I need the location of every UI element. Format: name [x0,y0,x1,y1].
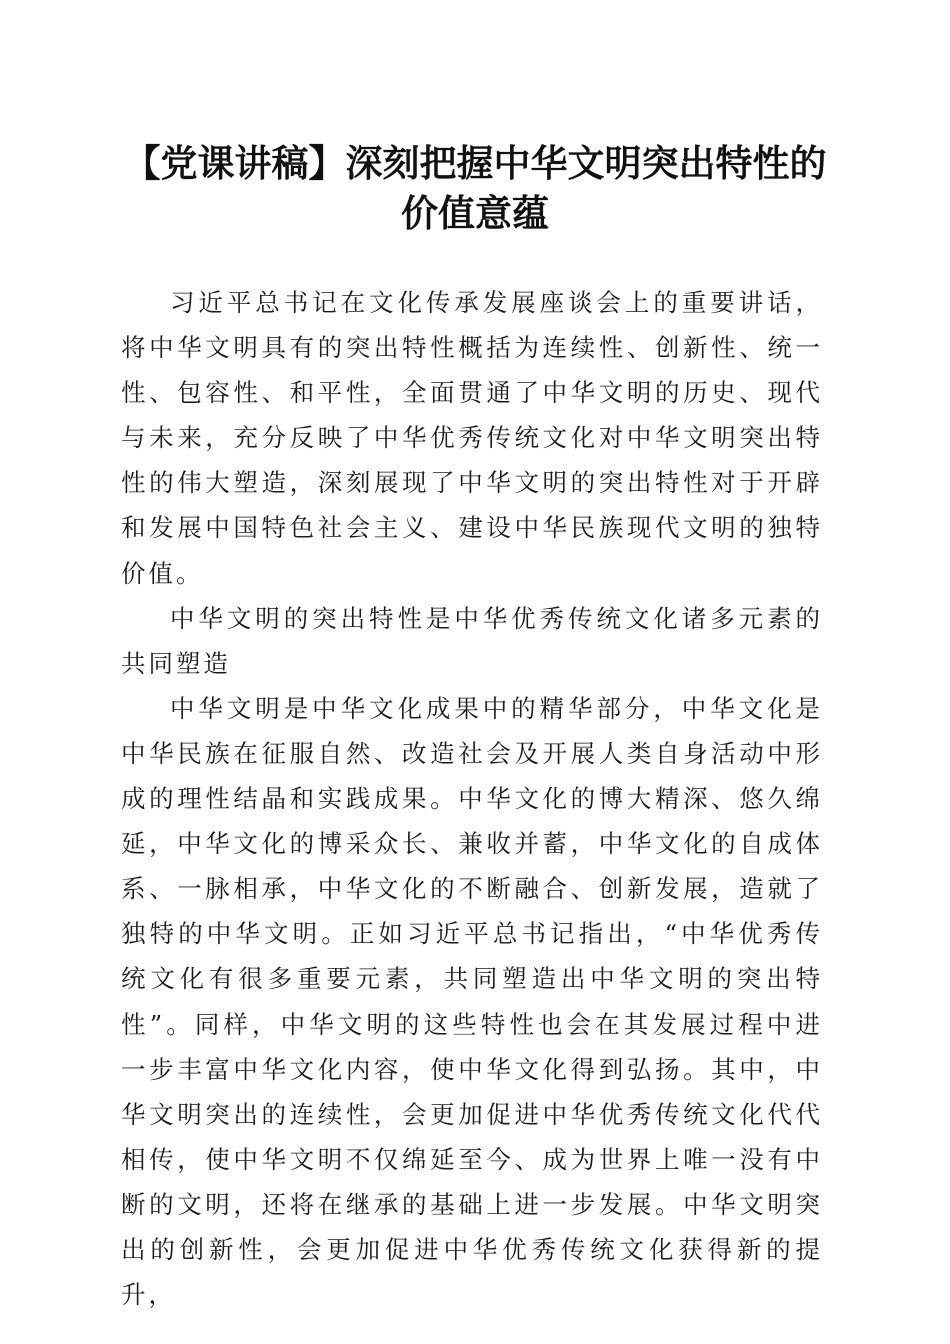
document-title: 【党课讲稿】深刻把握中华文明突出特性的价值意蕴 [123,141,827,235]
paragraph-intro: 习近平总书记在文化传承发展座谈会上的重要讲话，将中华文明具有的突出特性概括为连续性、创新性、统一性、包容性、和平性，全面贯通了中华文明的历史、现代与未来，充分反映了中华优秀传统文化对中华文明突出特性的伟大塑造，深刻展现了中华文明的突出特性对于开辟和发展中国特色社会主义、建设中华民族现代文明的独特价值。 [121,288,823,588]
paragraph-main: 中华文明是中华文化成果中的精华部分，中华文化是中华民族在征服自然、改造社会及开展人类自身活动中形成的理性结晶和实践成果。中华文化的博大精深、悠久绵延，中华文化的博采众长、兼收并蓄，中华文化的自成体系、一脉相承，中华文化的不断融合、创新发展，造就了独特的中华文明。正如习近平总书记指出，“中华优秀传统文化有很多重要元素，共同塑造出中华文明的突出特性”。同样，中华文明的这些特性也会在其发展过程中进一步丰富中华文化内容，使中华文化得到弘扬。其中，中华文明突出的连续性，会更加促进中华优秀传统文化代代相传，使中华文明不仅绵延至今、成为世界上唯一没有中断的文明，还将在继承的基础上进一步发展。中华文明突出的创新性，会更加促进中华优秀传统文化获得新的提升， [121,693,823,1310]
section-heading: 中华文明的突出特性是中华优秀传统文化诸多元素的共同塑造 [121,603,823,678]
document-body [121,280,823,1317]
